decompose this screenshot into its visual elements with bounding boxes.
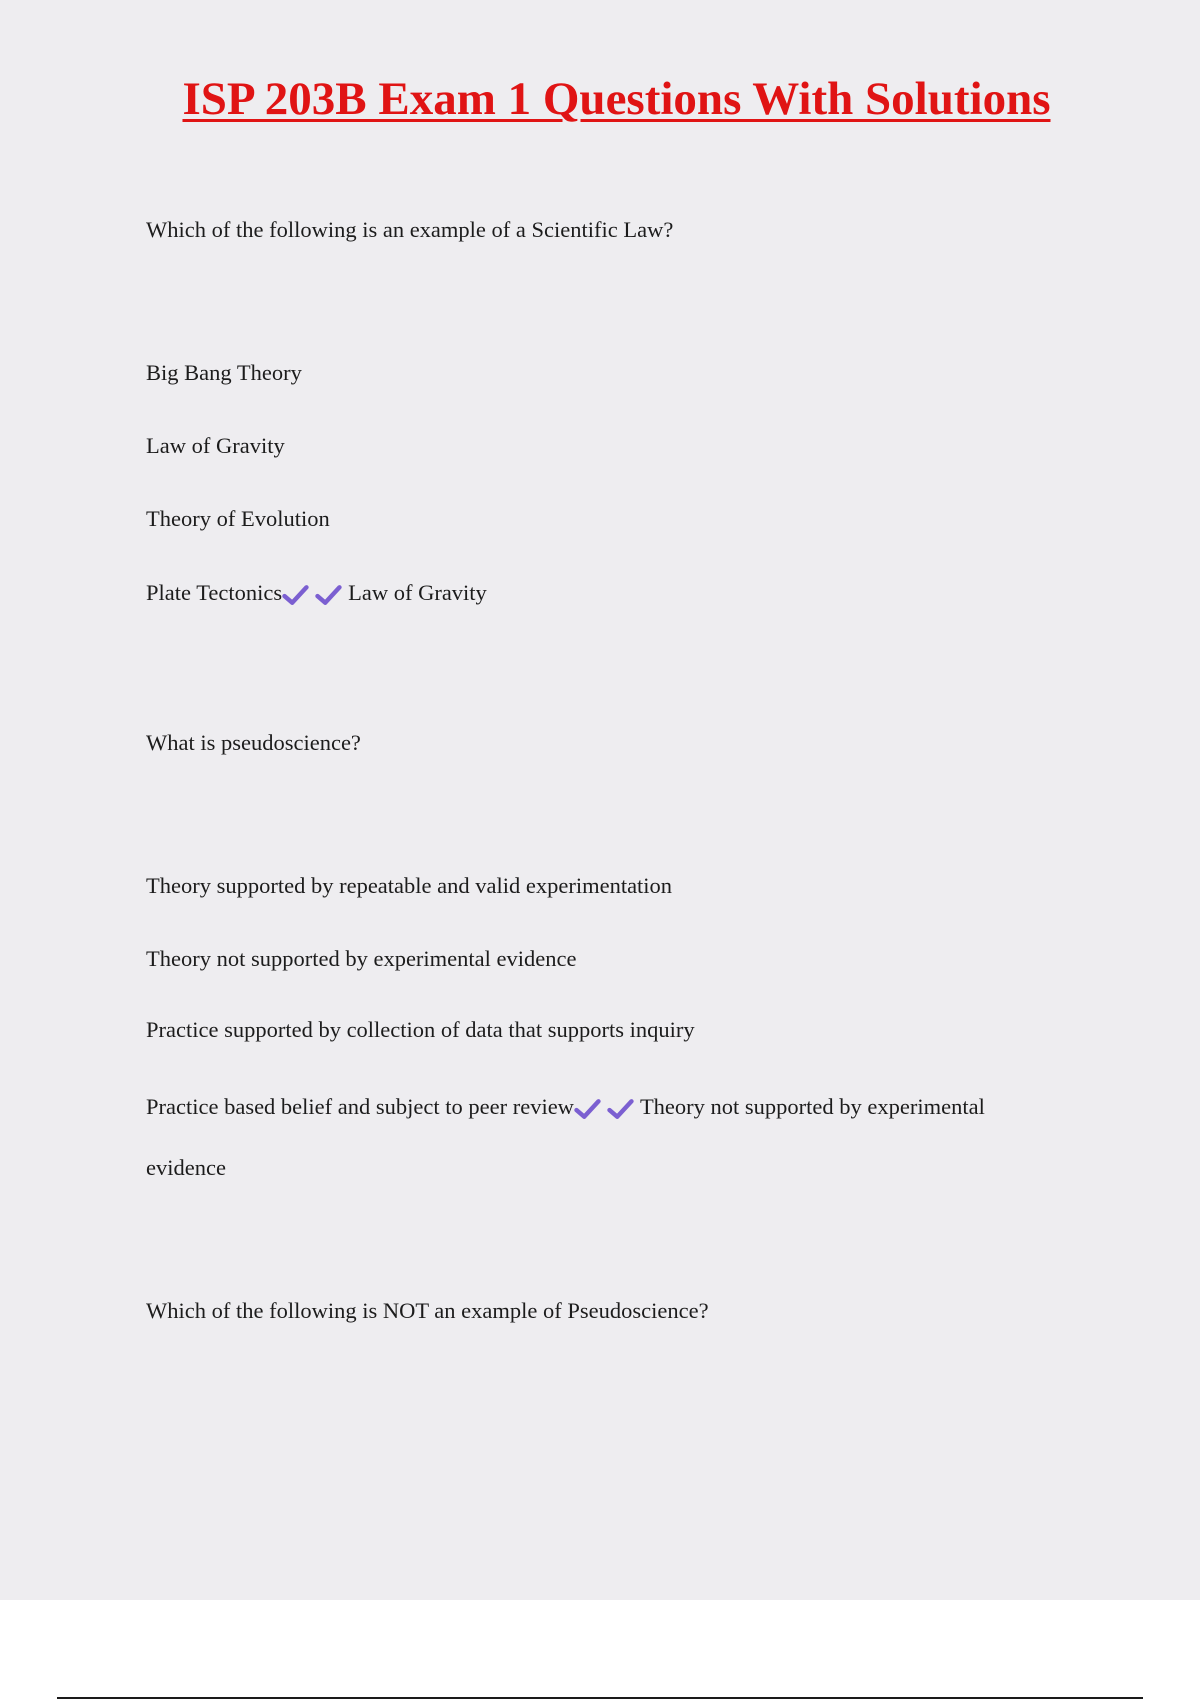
question-1-option-a: Big Bang Theory (146, 360, 302, 385)
question-2-option-d: Practice based belief and subject to peer review (146, 1094, 574, 1119)
question-1-option-b: Law of Gravity (146, 433, 285, 458)
question-2-option-d-line (146, 1096, 985, 1120)
question-1-option-d-line (146, 582, 487, 606)
question-3-prompt: Which of the following is NOT an example of Pseudoscience? (146, 1298, 709, 1323)
page-footer (0, 1600, 1200, 1700)
question-2-prompt: What is pseudoscience? (146, 730, 361, 755)
question-2-answer: Theory not supported by experimental (639, 1094, 985, 1119)
question-2-option-b: Theory not supported by experimental evidence (146, 946, 577, 971)
question-1-answer: Law of Gravity (348, 580, 487, 605)
question-1-option-c: Theory of Evolution (146, 506, 330, 531)
checkmark-icon (574, 1098, 601, 1120)
question-2-answer-continued: evidence (146, 1155, 226, 1180)
footer-divider (57, 1697, 1143, 1699)
question-1-prompt: Which of the following is an example of a Scientific Law? (146, 217, 674, 242)
question-1-option-d: Plate Tectonics (146, 580, 283, 605)
question-2-option-c: Practice supported by collection of data that supports inquiry (146, 1017, 695, 1042)
checkmark-icon (282, 584, 309, 606)
question-2-option-a: Theory supported by repeatable and valid experimentation (146, 873, 673, 898)
document-title: ISP 203B Exam 1 Questions With Solutions (182, 73, 1051, 125)
checkmark-icon (607, 1098, 634, 1120)
checkmark-icon (315, 584, 342, 606)
